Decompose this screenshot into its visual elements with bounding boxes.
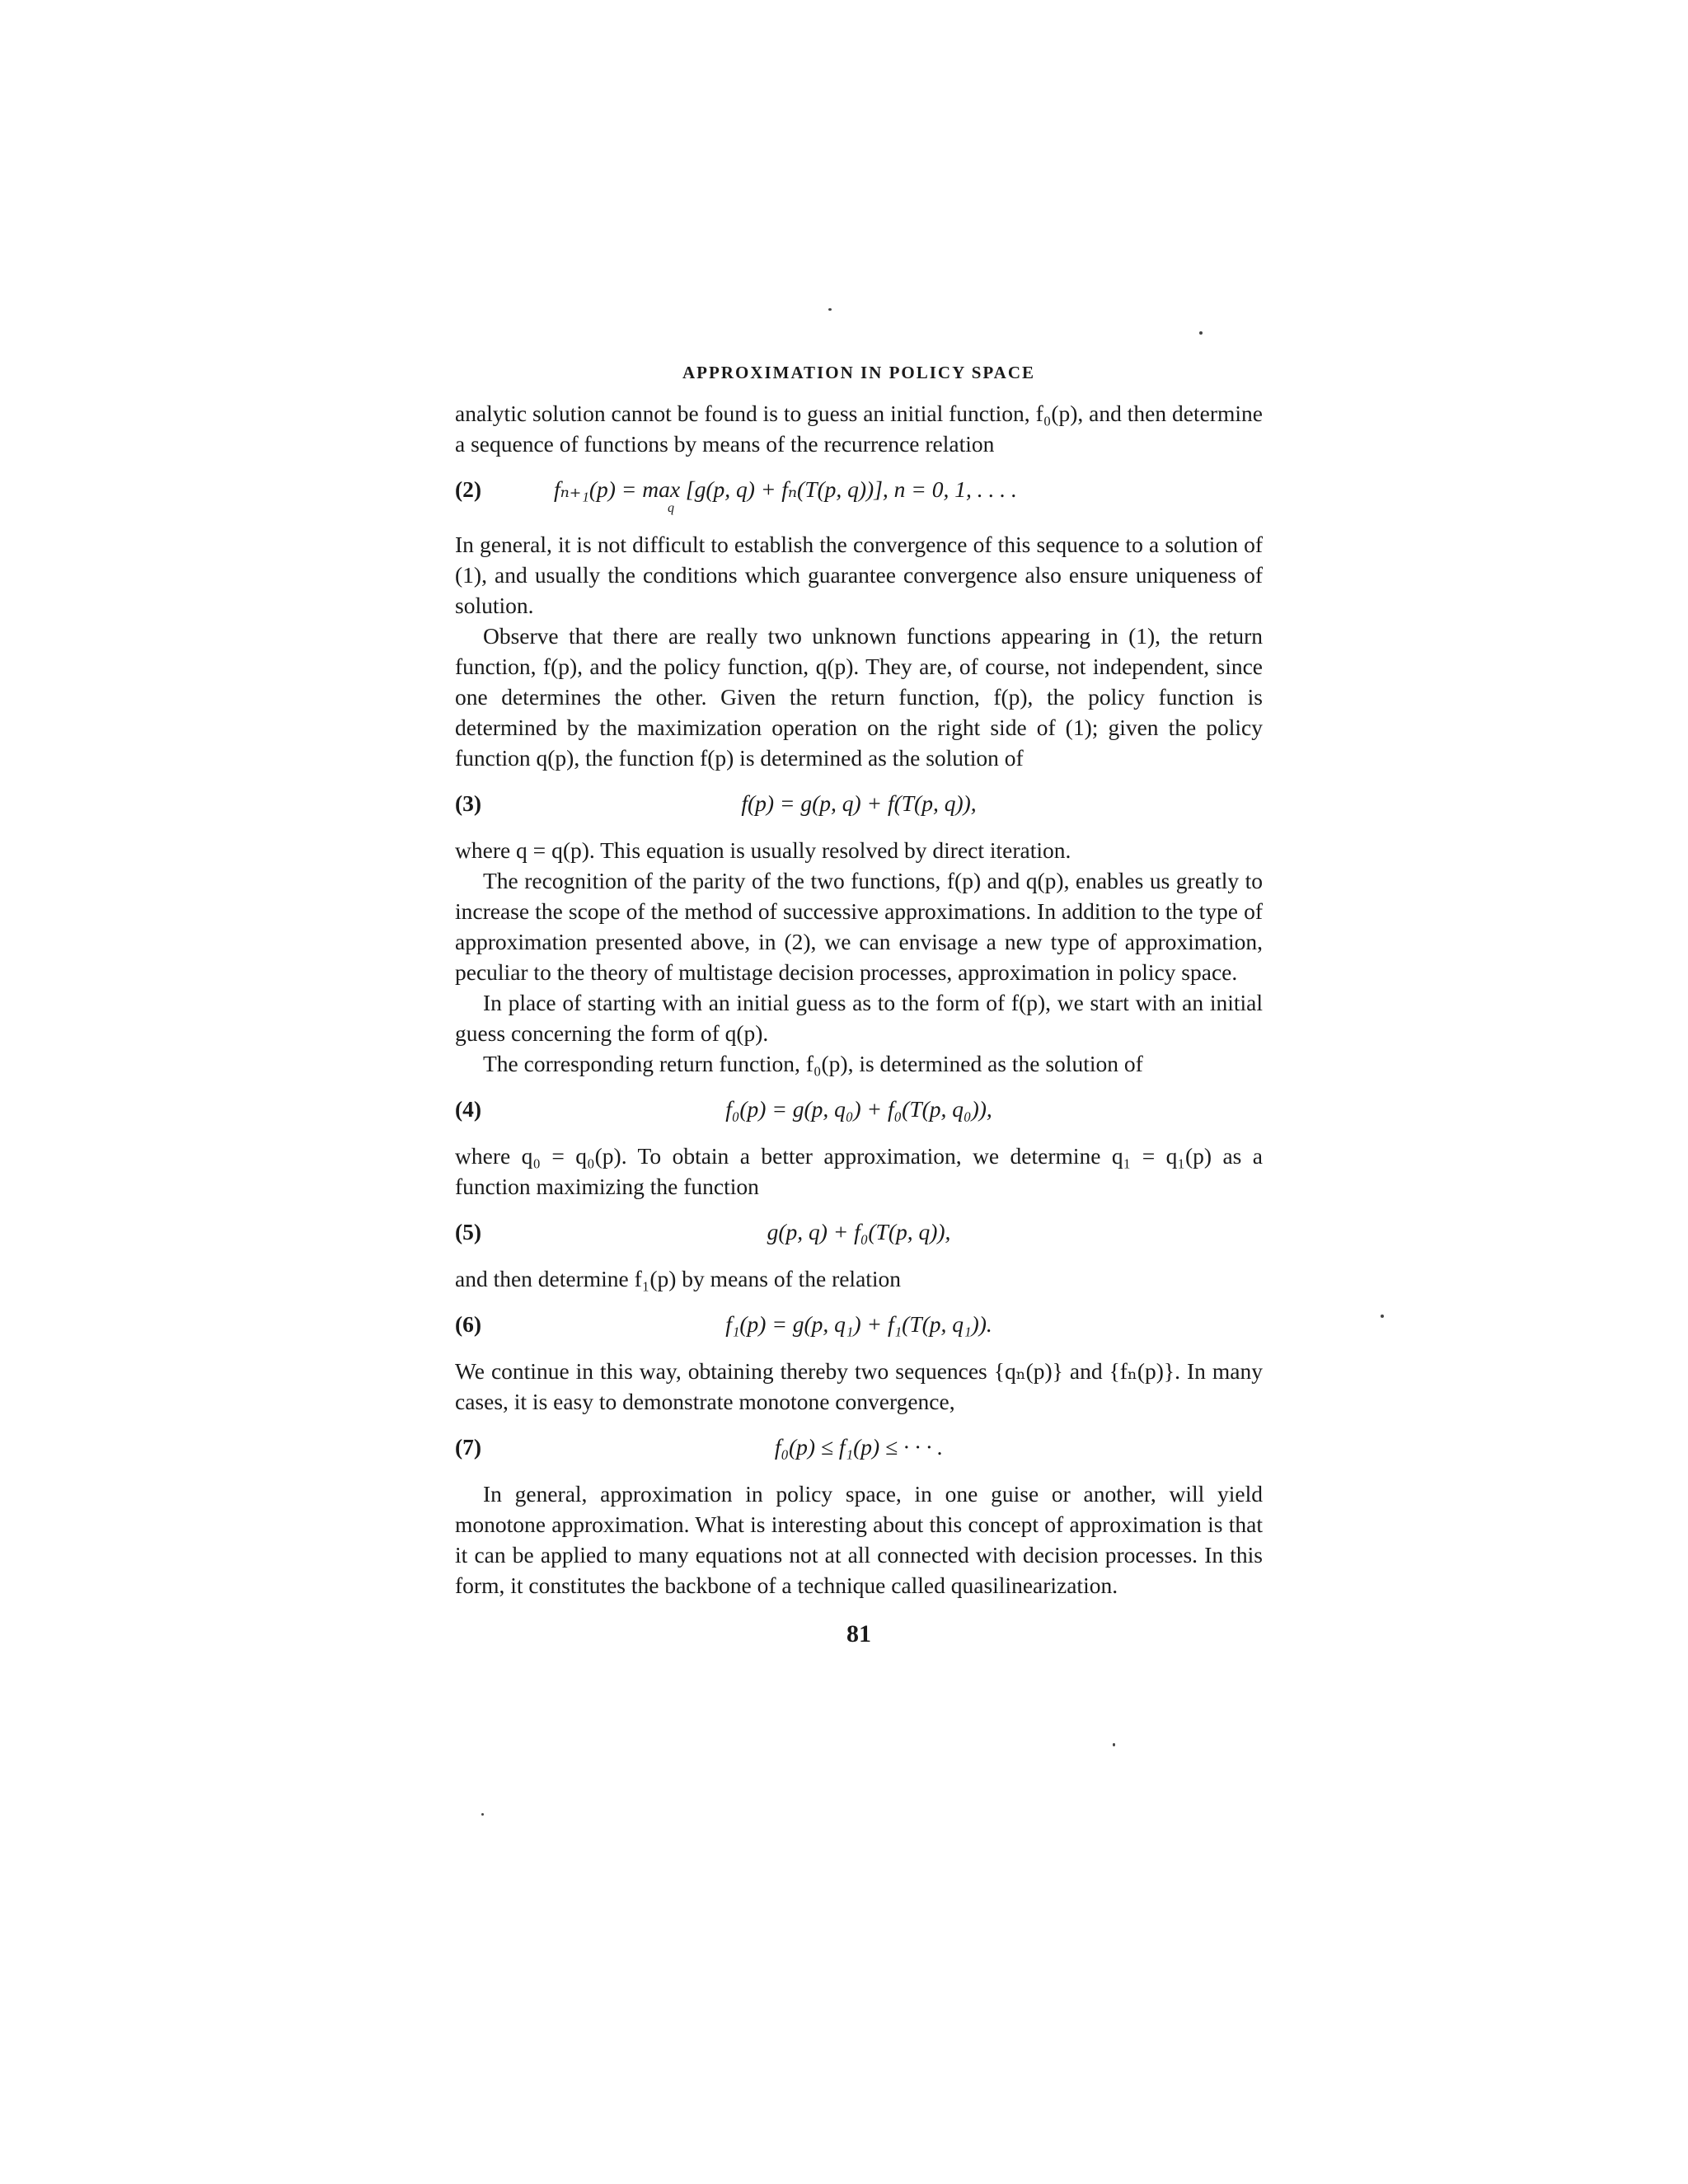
paragraph: where q₀ = q₀(p). To obtain a better approximation, we determine q₁ = q₁(p) as a function maximizing the function [455, 1143, 1263, 1199]
equation-body [554, 474, 1017, 513]
scan-speck [481, 1813, 484, 1816]
scan-speck [1113, 1743, 1115, 1746]
paragraph: The recognition of the parity of the two functions, f(p) and q(p), enables us greatly to increase the scope of the method of successive approximations. In addition to the type of approximation presented above, in (2), we can envisage a new type of approximation, peculiar to the theory of multistage decision processes, approximation in policy space. [455, 868, 1263, 985]
equation-number: (3) [455, 790, 482, 816]
equation-subscript: q [668, 501, 674, 515]
equation-text: f(p) = g(p, q) + f(T(p, q)), [741, 790, 977, 816]
paragraph: where q = q(p). This equation is usually resolved by direct iteration. [455, 837, 1071, 863]
equation-6 [455, 1309, 1263, 1339]
paragraph: The corresponding return function, f₀(p), is determined as the solution of [483, 1051, 1143, 1076]
equation-number: (2) [455, 476, 482, 502]
equation-text: f₀(p) = g(p, q₀) + f₀(T(p, q₀)), [725, 1096, 992, 1122]
equation-text: f₀(p) ≤ f₁(p) ≤ · · · . [774, 1434, 944, 1460]
equation-number: (4) [455, 1096, 482, 1122]
equation-text: f₁(p) = g(p, q₁) + f₁(T(p, q₁)). [725, 1311, 992, 1337]
paragraph: Observe that there are really two unknown functions appearing in (1), the return function, f(p), and the policy function, q(p). They are, of course, not independent, since one determines the other. Given the return function, f(p), the policy function is determined by the maximization operation on the right side of (1); given the policy function q(p), the function f(p) is determined as the solution of [455, 623, 1263, 771]
paragraph: In general, approximation in policy space, in one guise or another, will yield monotone approximation. What is interesting about this concept of approximation is that it can be applied to many equations not at all connected with decision processes. In this form, it constitutes the backbone of a technique called quasilinearization. [455, 1481, 1263, 1598]
equation-number: (5) [455, 1219, 482, 1244]
paragraph: In place of starting with an initial guess as to the form of f(p), we start with an initial guess concerning the form of q(p). [455, 990, 1263, 1046]
equation-3 [455, 788, 1263, 818]
equation-4 [455, 1094, 1263, 1124]
paragraph: analytic solution cannot be found is to guess an initial function, f₀(p), and then determine a sequence of functions by means of the recurrence relation [455, 401, 1263, 457]
book-page [455, 363, 1263, 1648]
scan-speck [1199, 331, 1203, 335]
equation-number: (6) [455, 1311, 482, 1337]
running-head: APPROXIMATION IN POLICY SPACE [682, 363, 1036, 382]
paragraph: and then determine f₁(p) by means of the relation [455, 1266, 902, 1291]
scan-speck [828, 308, 832, 311]
equation-5 [455, 1216, 1263, 1247]
equation-2 [455, 474, 1263, 513]
paragraph: In general, it is not difficult to establish the convergence of this sequence to a solution of (1), and usually the conditions which guarantee convergence also ensure uniqueness of solution. [455, 532, 1263, 618]
equation-text: fₙ₊₁(p) = max [g(p, q) + fₙ(T(p, q))], n = 0, 1, . . . . [554, 476, 1017, 502]
page-number: 81 [846, 1620, 871, 1647]
paragraph: We continue in this way, obtaining thereby two sequences {qₙ(p)} and {fₙ(p)}. In many cases, it is easy to demonstrate monotone convergence, [455, 1358, 1263, 1414]
equation-number: (7) [455, 1434, 482, 1460]
equation-7 [455, 1432, 1263, 1462]
equation-text: g(p, q) + f₀(T(p, q)), [767, 1219, 951, 1244]
scan-speck [1381, 1315, 1384, 1318]
